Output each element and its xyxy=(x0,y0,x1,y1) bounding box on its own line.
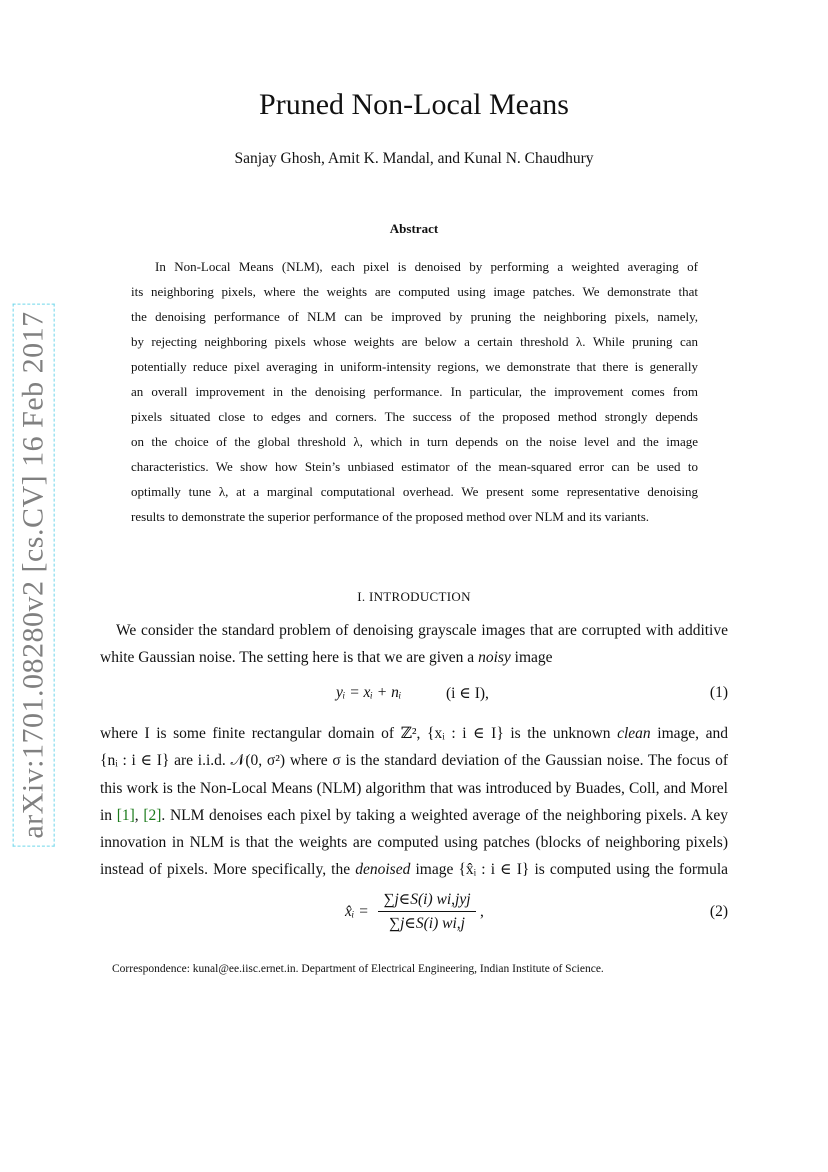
intro-line xyxy=(100,644,728,671)
equation-2-number: (2) xyxy=(709,903,728,920)
section-title-initial: I xyxy=(368,589,374,604)
equation-2-lhs: x̂ᵢ = xyxy=(345,903,369,920)
emphasis-clean: clean xyxy=(617,725,651,742)
intro-paragraph-1 xyxy=(100,617,728,672)
equation-2-denominator: ∑j∈S(i) wi,j xyxy=(389,915,465,932)
citation-link-1[interactable]: [1] xyxy=(116,806,135,824)
equation-1-condition: (i ∈ I), xyxy=(446,685,489,702)
intro-line xyxy=(100,802,728,829)
emphasis-noisy: noisy xyxy=(478,649,511,667)
text-run: image {x̂ᵢ : i ∈ I} is computed using the formula xyxy=(410,861,728,879)
intro-line: this work is the Non-Local Means (NLM) algorithm that was introduced by Buades, Coll, and Morel xyxy=(100,779,728,797)
text-run: white Gaussian noise. The setting here is that we are given a xyxy=(100,649,479,667)
citation-link-2[interactable]: [2] xyxy=(143,806,162,824)
intro-line: innovation in NLM is that the weights are computed using patches (blocks of neighboring pixels) xyxy=(100,834,728,852)
section-heading-introduction xyxy=(0,589,828,605)
intro-paragraph-2 xyxy=(100,720,728,884)
text-run: , xyxy=(134,806,144,824)
abstract-line: results to demonstrate the superior performance of the proposed method over NLM and its variants. xyxy=(131,508,650,524)
abstract-line: by rejecting neighboring pixels whose weights are below a certain threshold λ. While pruning can xyxy=(131,333,698,349)
correspondence-footnote: Correspondence: kunal@ee.iisc.ernet.in. Department of Electrical Engineering, Indian Institute of Science. xyxy=(112,963,604,975)
abstract-body xyxy=(131,255,698,529)
intro-line xyxy=(100,720,728,747)
intro-line: We consider the standard problem of denoising grayscale images that are corrupted with additive xyxy=(116,622,728,639)
equation-2 xyxy=(100,890,728,938)
text-run: . NLM denoises each pixel by taking a weighted average of the neighboring pixels. A key xyxy=(161,806,729,824)
abstract-line: In Non-Local Means (NLM), each pixel is denoised by performing a weighted averaging of xyxy=(155,259,698,274)
text-run: where I is some finite rectangular domain of ℤ², {xᵢ : i ∈ I} is the unknown xyxy=(100,725,618,742)
section-number: I. xyxy=(357,589,366,604)
section-title-rest: NTRODUCTION xyxy=(373,589,471,604)
emphasis-denoised: denoised xyxy=(355,861,411,879)
abstract-line: pixels situated close to edges and corners. The success of the proposed method strongly depends xyxy=(131,408,698,424)
abstract-heading: Abstract xyxy=(389,221,439,236)
equation-2-comma: , xyxy=(480,903,484,920)
text-run: image, and xyxy=(650,725,728,742)
intro-line xyxy=(100,856,728,883)
abstract-line: optimally tune λ, at a marginal computational overhead. We present some representative denoising xyxy=(131,483,698,499)
equation-2-fraction xyxy=(378,890,476,933)
abstract-line: characteristics. We show how Stein’s unbiased estimator of the mean-squared error can be used to xyxy=(131,458,698,474)
abstract-line: its neighboring pixels, where the weights are computed using image patches. We demonstrate that xyxy=(131,283,698,299)
paper-title: Pruned Non-Local Means xyxy=(259,88,569,121)
arxiv-stamp-text: arXiv:1701.08280v2 [cs.CV] 16 Feb 2017 xyxy=(17,307,51,842)
paper-authors: Sanjay Ghosh, Amit K. Mandal, and Kunal N. Chaudhury xyxy=(234,150,594,167)
abstract-line: the denoising performance of NLM can be improved by pruning the neighboring pixels, namely, xyxy=(131,308,698,324)
equation-1 xyxy=(100,684,728,710)
text-run: in xyxy=(100,806,117,824)
abstract-line: an overall improvement in the denoising performance. In particular, the improvement comes from xyxy=(131,383,698,399)
abstract-line: potentially reduce pixel averaging in uniform-intensity regions, we demonstrate that there is generally xyxy=(131,358,698,374)
intro-line: {nᵢ : i ∈ I} are i.i.d. 𝒩(0, σ²) where σ is the standard deviation of the Gaussian noise. The focus of xyxy=(100,752,728,770)
abstract-line: on the choice of the global threshold λ, which in turn depends on the noise level and the image xyxy=(131,433,698,449)
equation-1-body: yᵢ = xᵢ + nᵢ xyxy=(336,684,402,701)
text-run: instead of pixels. More specifically, the xyxy=(100,861,356,879)
text-run: image xyxy=(510,649,553,667)
equation-2-numerator: ∑j∈S(i) wi,jyj xyxy=(378,890,476,912)
equation-1-number: (1) xyxy=(709,684,728,701)
arxiv-stamp xyxy=(14,310,54,839)
